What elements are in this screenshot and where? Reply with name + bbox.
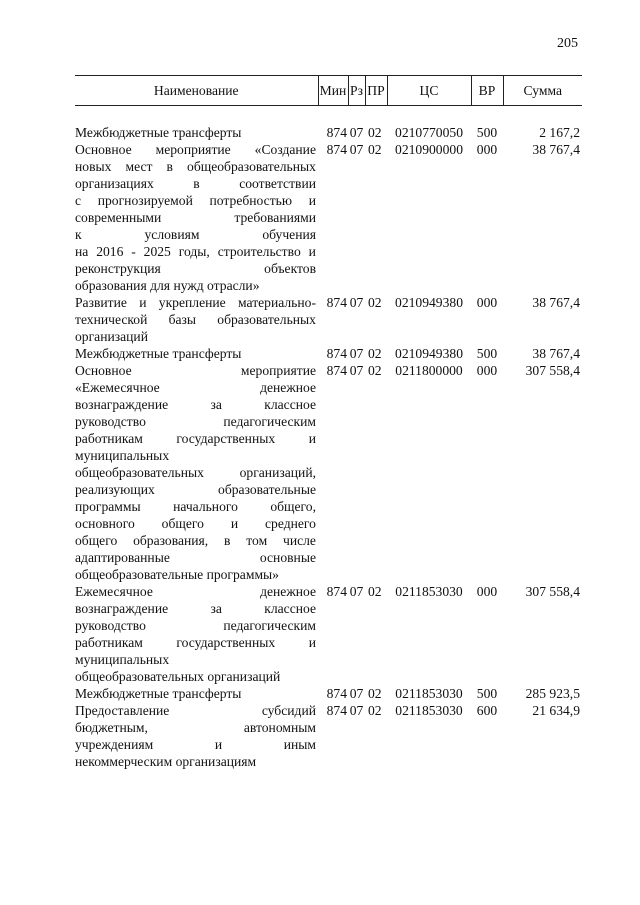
row-sum-cell: 2 167,2 (539, 125, 580, 140)
row-name-line: Основное мероприятие (75, 363, 316, 378)
spacer-row (75, 106, 582, 125)
row-name-cell (75, 583, 318, 685)
row-name-line: технической базы образовательных (75, 312, 316, 327)
table-row (75, 702, 582, 770)
row-vr-cell: 000 (476, 584, 498, 599)
row-name-line: к условиям обучения (75, 227, 316, 242)
row-name-line: вознаграждение за классное (75, 601, 316, 616)
row-name-lines (75, 362, 316, 583)
row-cs-cell: 0210770050 (395, 125, 463, 140)
row-name-cell (75, 141, 318, 294)
row-name-line: адаптированные основные (75, 550, 316, 565)
row-name-line: образования для нужд отрасли» (75, 278, 260, 293)
row-name-line: общеобразовательных организаций, (75, 465, 316, 480)
row-name-line: Развитие и укрепление материально- (75, 295, 316, 310)
row-name-lines (75, 685, 316, 702)
row-name-lines (75, 702, 316, 770)
row-pr-cell: 02 (368, 125, 382, 140)
row-sum-cell: 285 923,5 (525, 686, 580, 701)
row-name-cell (75, 362, 318, 583)
row-name-line: Межбюджетные трансферты (75, 125, 242, 140)
row-pr-cell: 02 (368, 346, 382, 361)
row-name-line: муниципальных (75, 448, 170, 463)
row-cs-cell: 0210949380 (395, 346, 463, 361)
row-name-lines (75, 294, 316, 345)
row-name-line: Основное мероприятие «Создание (75, 142, 316, 157)
header-rz: Рз (348, 76, 365, 106)
row-name-lines (75, 141, 316, 294)
table-row (75, 362, 582, 583)
row-pr-cell: 02 (368, 584, 382, 599)
row-cs-cell: 0211800000 (395, 363, 463, 378)
row-pr-cell: 02 (368, 363, 382, 378)
header-min: Мин (318, 76, 348, 106)
row-min-cell: 874 (326, 686, 347, 701)
row-name-line: некоммерческим организациям (75, 754, 257, 769)
row-name-lines (75, 124, 316, 141)
row-name-line: «Ежемесячное денежное (75, 380, 316, 395)
table-row (75, 124, 582, 141)
row-pr-cell: 02 (368, 142, 382, 157)
row-name-line: руководство педагогическим (75, 618, 316, 633)
row-vr-cell: 600 (476, 703, 498, 718)
row-vr-cell: 000 (476, 142, 498, 157)
row-pr-cell: 02 (368, 295, 382, 310)
table-row (75, 583, 582, 685)
row-name-line: с прогнозируемой потребностью и (75, 193, 316, 208)
row-min-cell: 874 (326, 125, 347, 140)
row-name-cell (75, 702, 318, 770)
row-rz-cell: 07 (349, 703, 364, 718)
row-name-line: новых мест в общеобразовательных (75, 159, 316, 174)
row-name-cell (75, 124, 318, 141)
row-name-line: Межбюджетные трансферты (75, 346, 242, 361)
row-vr-cell: 000 (476, 295, 498, 310)
row-rz-cell: 07 (349, 142, 364, 157)
row-rz-cell: 07 (349, 686, 364, 701)
page-number: 205 (557, 36, 578, 51)
row-name-line: учреждениям и иным (75, 737, 316, 752)
row-name-line: руководство педагогическим (75, 414, 316, 429)
row-cs-cell: 0211853030 (395, 703, 463, 718)
row-cs-cell: 0210900000 (395, 142, 463, 157)
row-sum-cell: 307 558,4 (525, 363, 580, 378)
row-min-cell: 874 (326, 363, 347, 378)
row-name-line: реализующих образовательные (75, 482, 316, 497)
table-row (75, 345, 582, 362)
row-name-line: современными требованиями (75, 210, 316, 225)
header-name: Наименование (75, 76, 318, 106)
row-sum-cell: 21 634,9 (532, 703, 580, 718)
row-name-line: работникам государственных и (75, 635, 316, 650)
row-sum-cell: 307 558,4 (525, 584, 580, 599)
row-min-cell: 874 (326, 142, 347, 157)
row-sum-cell: 38 767,4 (532, 346, 580, 361)
row-rz-cell: 07 (349, 363, 364, 378)
row-vr-cell: 500 (476, 686, 498, 701)
row-rz-cell: 07 (349, 125, 364, 140)
row-name-cell (75, 294, 318, 345)
budget-table (75, 75, 582, 770)
row-vr-cell: 000 (476, 363, 498, 378)
row-name-lines (75, 583, 316, 685)
row-name-line: общеобразовательных организаций (75, 669, 281, 684)
row-name-line: общеобразовательные программы» (75, 567, 279, 582)
row-min-cell: 874 (326, 295, 347, 310)
row-rz-cell: 07 (349, 346, 364, 361)
table-row (75, 141, 582, 294)
row-name-line: Межбюджетные трансферты (75, 686, 242, 701)
row-name-line: организаций (75, 329, 148, 344)
row-cs-cell: 0210949380 (395, 295, 463, 310)
header-cs: ЦС (387, 76, 471, 106)
row-pr-cell: 02 (368, 686, 382, 701)
row-rz-cell: 07 (349, 295, 364, 310)
row-name-line: программы начального общего, (75, 499, 316, 514)
row-name-line: работникам государственных и (75, 431, 316, 446)
row-name-cell (75, 685, 318, 702)
row-name-line: общего образования, в том числе (75, 533, 316, 548)
table-body (75, 106, 582, 771)
row-cs-cell: 0211853030 (395, 584, 463, 599)
row-min-cell: 874 (326, 703, 347, 718)
row-min-cell: 874 (326, 346, 347, 361)
row-name-line: основного общего и среднего (75, 516, 316, 531)
row-cs-cell: 0211853030 (395, 686, 463, 701)
row-name-line: Ежемесячное денежное (75, 584, 316, 599)
row-name-line: вознаграждение за классное (75, 397, 316, 412)
table-row (75, 685, 582, 702)
header-pr: ПР (365, 76, 387, 106)
row-name-line: бюджетным, автономным (75, 720, 316, 735)
row-vr-cell: 500 (476, 125, 498, 140)
row-sum-cell: 38 767,4 (532, 142, 580, 157)
row-name-line: муниципальных (75, 652, 170, 667)
row-vr-cell: 500 (476, 346, 498, 361)
header-vr: ВР (471, 76, 503, 106)
table-row (75, 294, 582, 345)
row-name-line: организациях в соответствии (75, 176, 316, 191)
header-sum: Сумма (503, 76, 582, 106)
row-rz-cell: 07 (349, 584, 364, 599)
row-name-line: реконструкция объектов (75, 261, 316, 276)
row-sum-cell: 38 767,4 (532, 295, 580, 310)
row-min-cell: 874 (326, 584, 347, 599)
row-name-cell (75, 345, 318, 362)
table-header (75, 76, 582, 106)
row-pr-cell: 02 (368, 703, 382, 718)
row-name-lines (75, 345, 316, 362)
row-name-line: на 2016 - 2025 годы, строительство и (75, 244, 316, 259)
row-name-line: Предоставление субсидий (75, 703, 316, 718)
